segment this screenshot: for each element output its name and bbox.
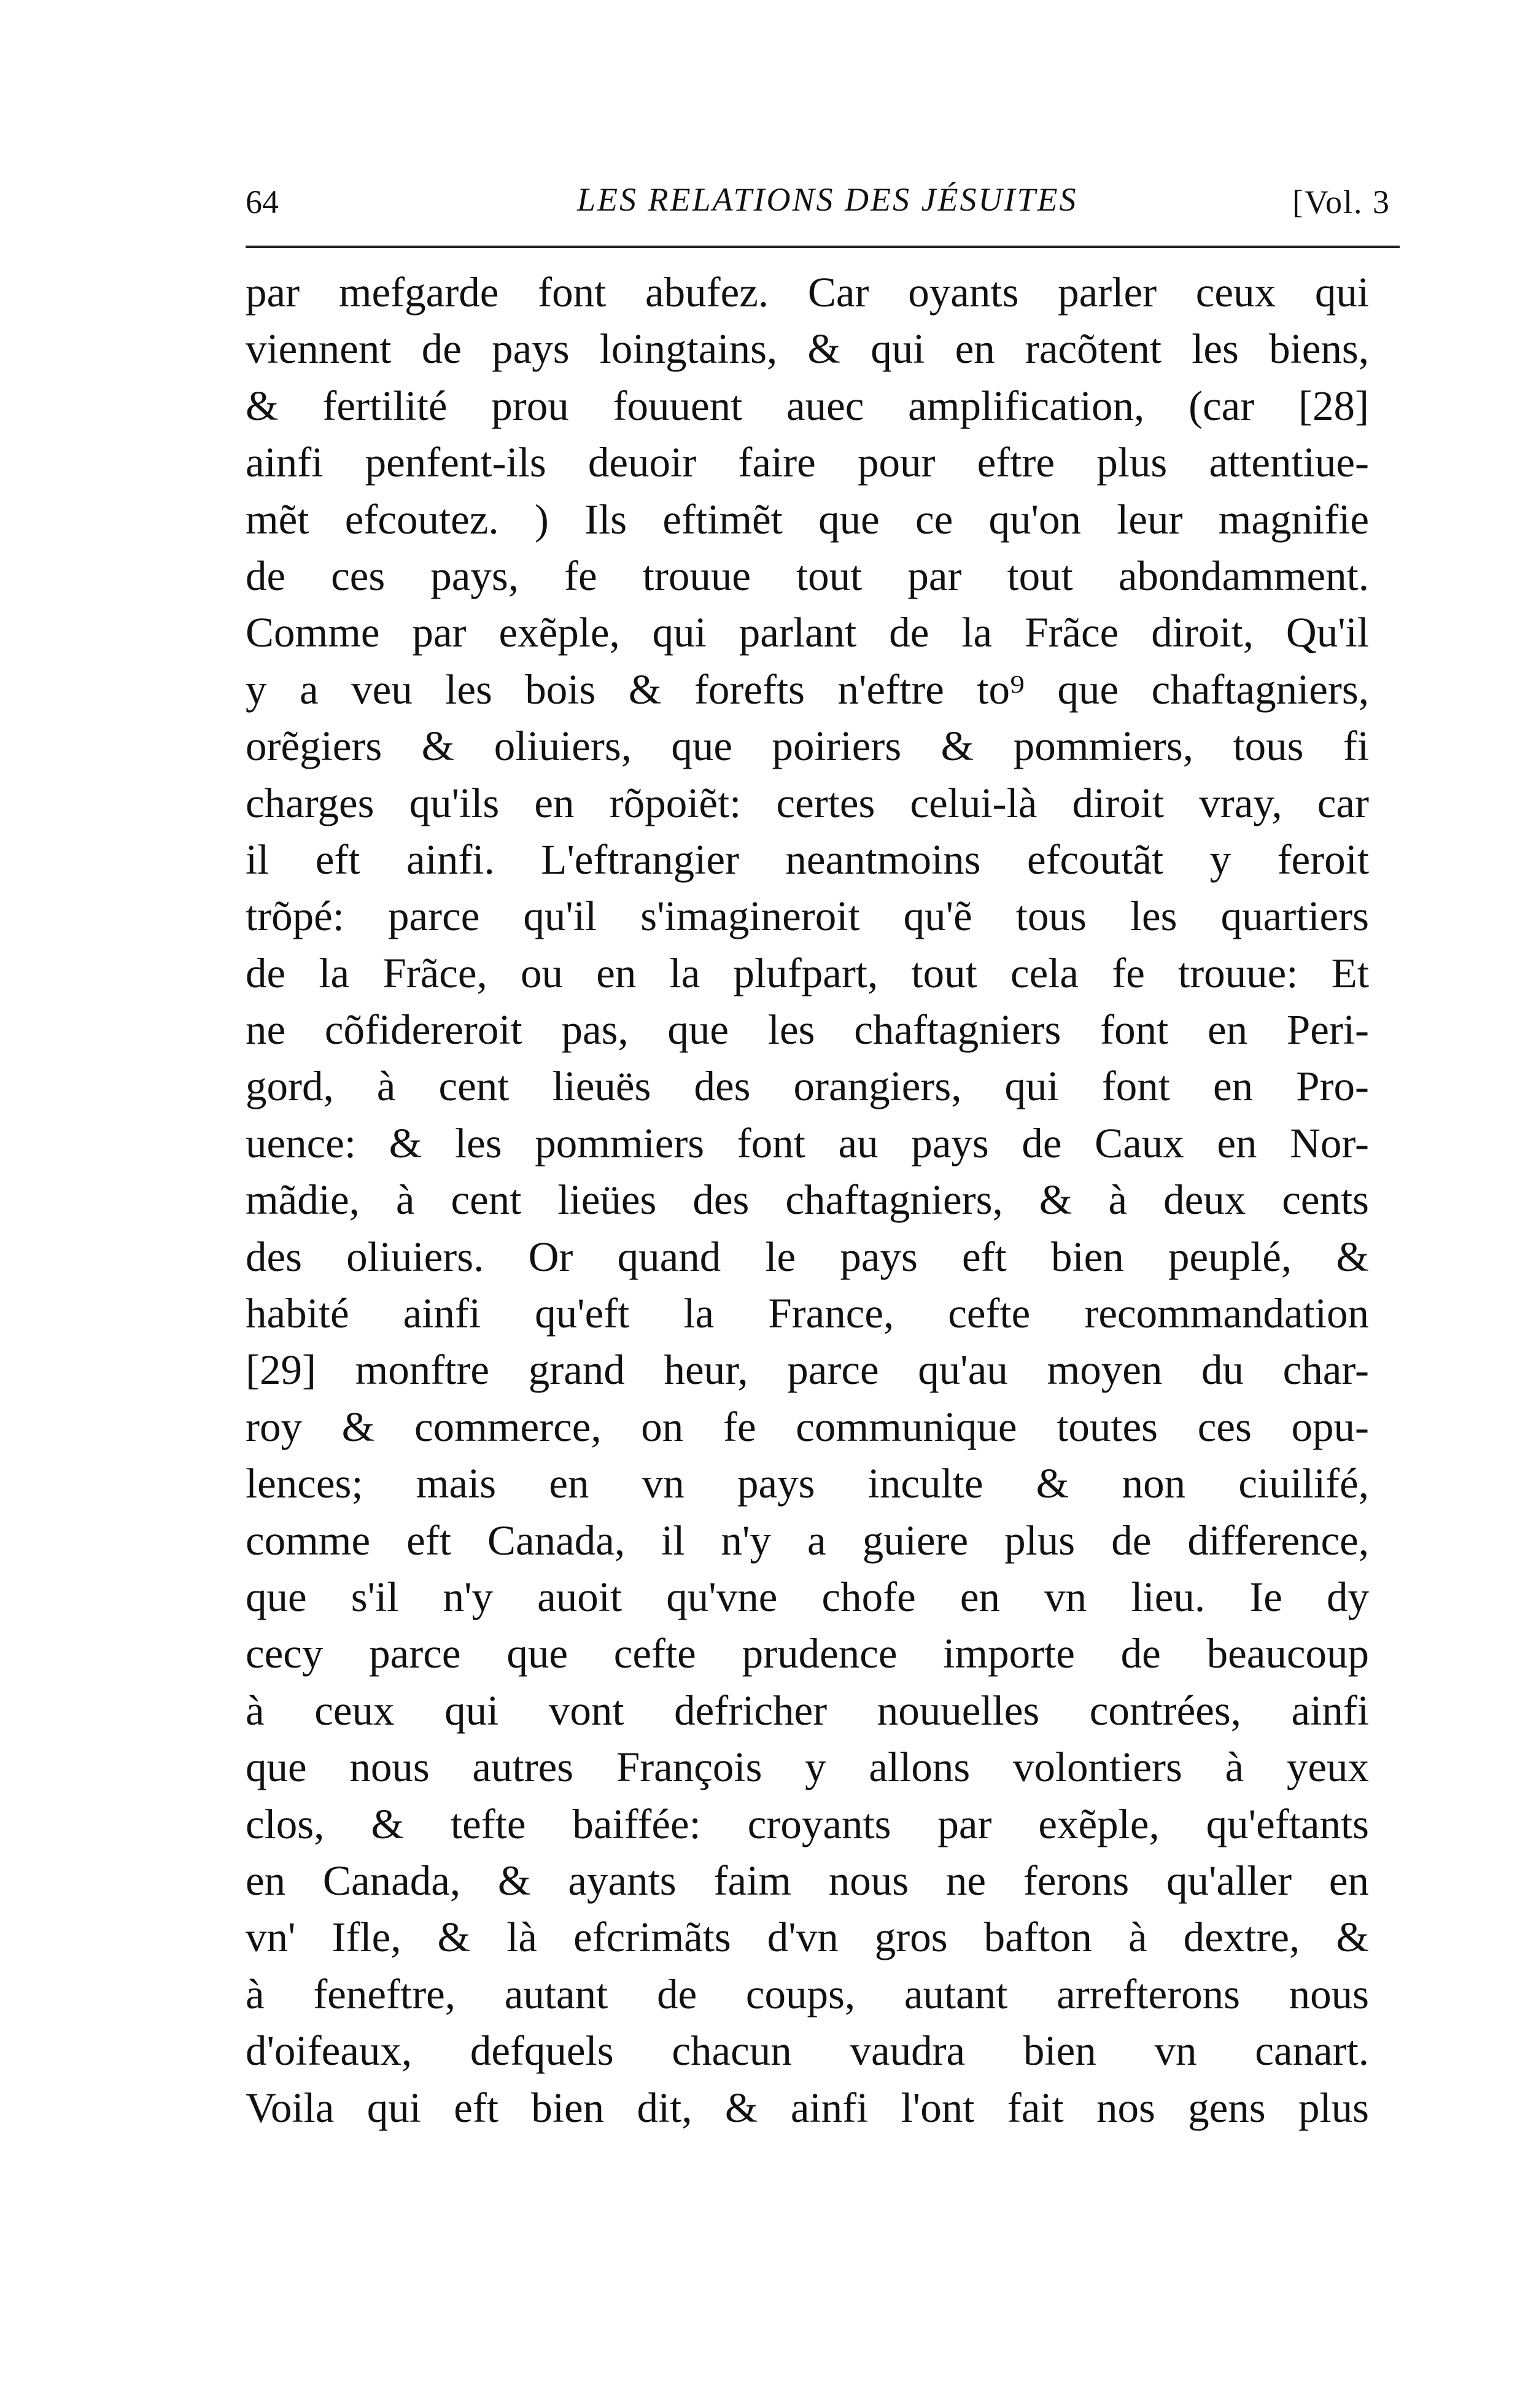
text-line: de ces pays, fe trouue tout par tout abondamment.: [246, 552, 1369, 599]
text-line: clos, & tefte baiffée: croyants par exẽple, qu'eftants: [246, 1800, 1369, 1847]
text-line: Voila qui eft bien dit, & ainfi l'ont fait nos gens plus: [246, 2084, 1369, 2131]
body-text: [246, 264, 1369, 2136]
text-line: de la Frãce, ou en la plufpart, tout cela fe trouue: Et: [246, 949, 1369, 996]
header-rule: [246, 246, 1400, 248]
text-line: que nous autres François y allons volontiers à yeux: [246, 1744, 1369, 1791]
text-line: lences; mais en vn pays inculte & non ciuilifé,: [246, 1460, 1369, 1507]
text-line: en Canada, & ayants faim nous ne ferons qu'aller en: [246, 1857, 1369, 1904]
text-line: mẽt efcoutez. ) Ils eftimẽt que ce qu'on leur magnifie: [246, 495, 1369, 543]
text-line: comme eft Canada, il n'y a guiere plus de difference,: [246, 1517, 1369, 1564]
text-line: roy & commerce, on fe communique toutes ces opu-: [246, 1403, 1369, 1450]
text-line: à feneftre, autant de coups, autant arrefterons nous: [246, 1970, 1369, 2018]
text-line: ainfi penfent-ils deuoir faire pour eftre plus attentiue-: [246, 439, 1369, 486]
text-line: Comme par exẽple, qui parlant de la Frãce diroit, Qu'il: [246, 609, 1369, 656]
text-line: orẽgiers & oliuiers, que poiriers & pommiers, tous fi: [246, 723, 1369, 770]
text-line: charges qu'ils en rõpoiẽt: certes celui-là diroit vray, car: [246, 779, 1369, 826]
text-line: par mefgarde font abufez. Car oyants parler ceux qui: [246, 269, 1369, 316]
text-line: que s'il n'y auoit qu'vne chofe en vn lieu. Ie dy: [246, 1573, 1369, 1620]
text-line: gord, à cent lieuës des orangiers, qui font en Pro-: [246, 1063, 1369, 1110]
text-line: trõpé: parce qu'il s'imagineroit qu'ẽ tous les quartiers: [246, 893, 1369, 940]
text-line: habité ainfi qu'eft la France, cefte recommandation: [246, 1290, 1369, 1337]
volume-label: [Vol. 3: [1292, 184, 1390, 220]
running-title: LES RELATIONS DES JÉSUITES: [577, 181, 1078, 218]
running-header: [246, 178, 1400, 227]
text-line: d'oifeaux, defquels chacun vaudra bien vn canart.: [246, 2027, 1369, 2075]
text-line: ne cõfidereroit pas, que les chaftagniers font en Peri-: [246, 1006, 1369, 1054]
text-line: uence: & les pommiers font au pays de Caux en Nor-: [246, 1119, 1369, 1167]
text-line: & fertilité prou fouuent auec amplification, (car [28]: [246, 382, 1369, 429]
text-line: à ceux qui vont defricher nouuelles contrées, ainfi: [246, 1687, 1369, 1734]
text-line: vn' Ifle, & là efcrimãts d'vn gros bafton à dextre, &: [246, 1914, 1369, 1961]
text-line: viennent de pays loingtains, & qui en racõtent les biens,: [246, 325, 1369, 373]
text-line: [29] monftre grand heur, parce qu'au moyen du char-: [246, 1346, 1369, 1394]
text-line: mãdie, à cent lieües des chaftagniers, & à deux cents: [246, 1176, 1369, 1224]
text-line: il eft ainfi. L'eftrangier neantmoins efcoutãt y feroit: [246, 836, 1369, 883]
text-line: cecy parce que cefte prudence importe de beaucoup: [246, 1630, 1369, 1677]
page-number: 64: [246, 184, 279, 220]
text-line: des oliuiers. Or quand le pays eft bien peuplé, &: [246, 1233, 1369, 1280]
text-line: y a veu les bois & forefts n'eftre to⁹ que chaftagniers,: [246, 666, 1369, 713]
